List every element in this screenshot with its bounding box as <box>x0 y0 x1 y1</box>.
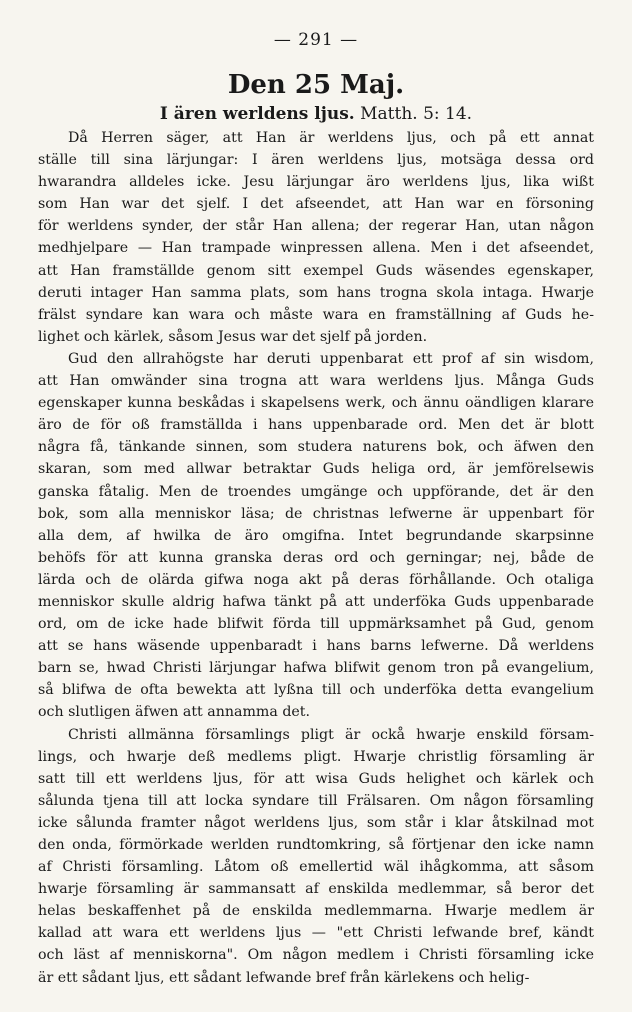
text-line: kallad att wara ett werldens ljus — "ett Christi lefwande bref, kändt <box>38 925 594 942</box>
text-line: egenskaper kunna beskådas i skapelsens werk, och ännu oändligen klarare <box>38 395 594 412</box>
text-line: som Han war det sjelf. I det afseendet, att Han war en försoning <box>38 196 594 213</box>
text-line: ganska fåtalig. Men de troendes umgänge och uppförande, det är den <box>38 483 594 500</box>
text-line: så blifwa de ofta bewekta att lyßna till och underföka detta evangelium <box>38 682 594 699</box>
verse-title: I ären werldens ljus. <box>159 104 355 124</box>
text-line: ställe till sina lärjungar: I ären werldens ljus, motsäga dessa ord <box>38 152 594 169</box>
text-line: behöfs för att kunna granska deras ord och gerningar; nej, både de <box>38 549 594 566</box>
text-line: att Han framställde genom sitt exempel Guds wäsendes egenskaper, <box>38 262 594 279</box>
paragraph <box>38 348 594 724</box>
text-line: är ett sådant ljus, ett sådant lefwande bref från kärlekens och helig- <box>38 969 530 986</box>
page-title: Den 25 Maj. <box>227 70 405 100</box>
text-line: icke sålunda framter något werldens ljus, som står i klar åtskilnad mot <box>38 814 594 831</box>
text-line: menniskor skulle aldrig hafwa tänkt på att underföka Guds uppenbarade <box>38 593 594 610</box>
text-line: af Christi församling. Låtom oß emellertid wäl ihågkomma, att såsom <box>38 859 594 876</box>
text-line: skaran, som med allwar betraktar Guds heliga ord, är jemförelsewis <box>38 461 594 478</box>
text-line: att se hans wäsende uppenbaradt i hans barns lefwerne. Då werldens <box>38 638 594 655</box>
text-line: medhjelpare — Han trampade winpressen allena. Men i det afseendet, <box>38 240 594 257</box>
text-line: hwarandra alldeles icke. Jesu lärjungar äro werldens ljus, lika wißt <box>38 174 594 191</box>
text-line: och läst af menniskorna". Om någon medlem i Christi församling icke <box>38 947 594 964</box>
body-text <box>38 127 594 989</box>
text-line: några få, tänkande sinnen, som studera naturens bok, och äfwen den <box>38 439 594 456</box>
text-line: bok, som alla menniskor läsa; de christnas lefwerne är uppenbart för <box>38 505 594 522</box>
paragraph <box>38 127 594 348</box>
verse-reference: Matth. 5: 14. <box>360 104 473 124</box>
text-line: lärda och de olärda gifwa noga akt på deras förhållande. Och otaliga <box>38 571 594 588</box>
text-line: deruti intager Han samma plats, som hans trogna skola intaga. Hwarje <box>38 284 594 301</box>
text-line: Gud den allrahögste har deruti uppenbarat ett prof af sin wisdom, <box>68 350 594 367</box>
text-line: för werldens synder, der står Han allena; der regerar Han, utan någon <box>38 218 594 235</box>
verse-heading <box>0 104 632 124</box>
paragraph <box>38 724 594 989</box>
text-line: helas beskaffenhet på de enskilda medlemmarna. Hwarje medlem är <box>38 903 594 920</box>
page-number: — 291 — <box>273 30 359 50</box>
text-line: ord, om de icke hade blifwit förda till uppmärksamhet på Gud, genom <box>38 616 594 633</box>
text-line: lighet och kärlek, såsom Jesus war det sjelf på jorden. <box>38 328 428 345</box>
text-line: hwarje församling är sammansatt af enskilda medlemmar, så beror det <box>38 881 594 898</box>
text-line: sålunda tjena till att locka syndare till Frälsaren. Om någon församling <box>38 792 594 809</box>
text-line: lings, och hwarje deß medlems pligt. Hwarje christlig församling är <box>38 748 594 765</box>
text-line: äro de för oß framställda i hans uppenbarade ord. Men det är blott <box>38 417 594 434</box>
text-line: den onda, förmörkade werlden rundtomkring, så förtjenar den icke namn <box>38 837 594 853</box>
text-line: och slutligen äfwen att annamma det. <box>38 704 311 721</box>
text-line: Då Herren säger, att Han är werldens ljus, och på ett annat <box>68 130 594 146</box>
text-line: satt till ett werldens ljus, för att wisa Guds helighet och kärlek och <box>38 770 594 787</box>
text-line: frälst syndare kan wara och måste wara en framställning af Guds he- <box>38 306 594 323</box>
text-line: alla dem, af hwilka de äro omgifna. Intet begrundande skarpsinne <box>38 527 594 544</box>
text-line: Christi allmänna församlings pligt är ockå hwarje enskild försam- <box>68 726 594 743</box>
text-line: barn se, hwad Christi lärjungar hafwa blifwit genom tron på evangelium, <box>38 660 594 677</box>
text-line: att Han omwänder sina trogna att wara werldens ljus. Många Guds <box>38 373 594 390</box>
